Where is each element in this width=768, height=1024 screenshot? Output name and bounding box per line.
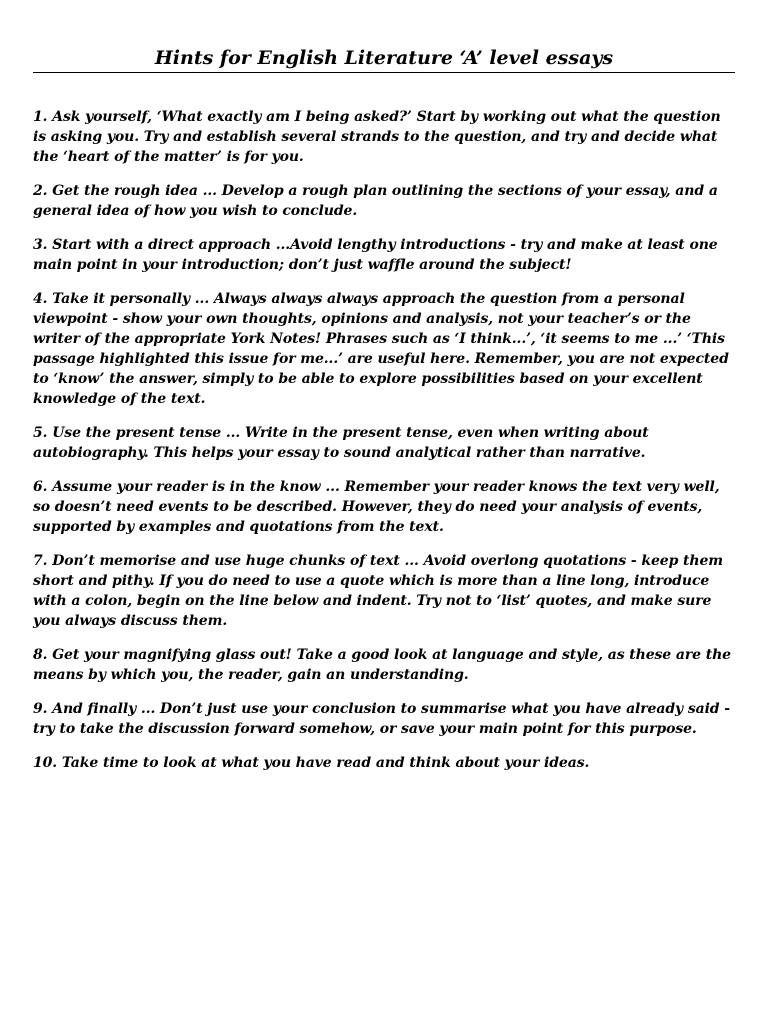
hint-2: 2. Get the rough idea ... Develop a rough plan outlining the sections of your essay, and a general idea of how you wish to conclude. — [33, 183, 718, 219]
title-divider — [33, 72, 735, 73]
hint-4: 4. Take it personally ... Always always always approach the question from a personal viewpoint - show your own thoughts, opinions and analysis, not your teacher’s or the writer of the appropriate York Notes! Phrases such as ‘I think...’, ‘it seems to me ...’ ‘This passage highlighted this issue for me...’ are useful here. Remember, you are not expected to ‘know’ the answer, simply to be able to explore possibilities based on your excellent knowledge of the text. — [33, 291, 729, 407]
hint-5: 5. Use the present tense ... Write in the present tense, even when writing about autobiography. This helps your essay to sound analytical rather than narrative. — [33, 425, 649, 461]
hint-9: 9. And finally ... Don’t just use your conclusion to summarise what you have already said - try to take the discussion forward somehow, or save your main point for this purpose. — [33, 701, 730, 737]
hint-8: 8. Get your magnifying glass out! Take a good look at language and style, as these are the means by which you, the reader, gain an understanding. — [33, 647, 731, 683]
hint-3: 3. Start with a direct approach ...Avoid lengthy introductions - try and make at least one main point in your introduction; don’t just waffle around the subject! — [33, 237, 718, 273]
hint-7: 7. Don’t memorise and use huge chunks of text ... Avoid overlong quotations - keep them short and pithy. If you do need to use a quote which is more than a line long, introduce with a colon, begin on the line below and indent. Try not to ‘list’ quotes, and make sure you always discuss them. — [33, 553, 724, 629]
hint-6: 6. Assume your reader is in the know ... Remember your reader knows the text very well, so doesn’t need events to be described. However, they do need your analysis of events, supported by examples and quotations from the text. — [33, 479, 720, 535]
document-title: Hints for English Literature ‘A’ level essays — [154, 47, 614, 69]
hint-10: 10. Take time to look at what you have read and think about your ideas. — [33, 755, 590, 771]
hint-1: 1. Ask yourself, ‘What exactly am I being asked?’ Start by working out what the question is asking you. Try and establish several strands to the question, and try and decide what the ‘heart of the matter’ is for you. — [33, 109, 721, 165]
hints-list — [33, 107, 735, 787]
